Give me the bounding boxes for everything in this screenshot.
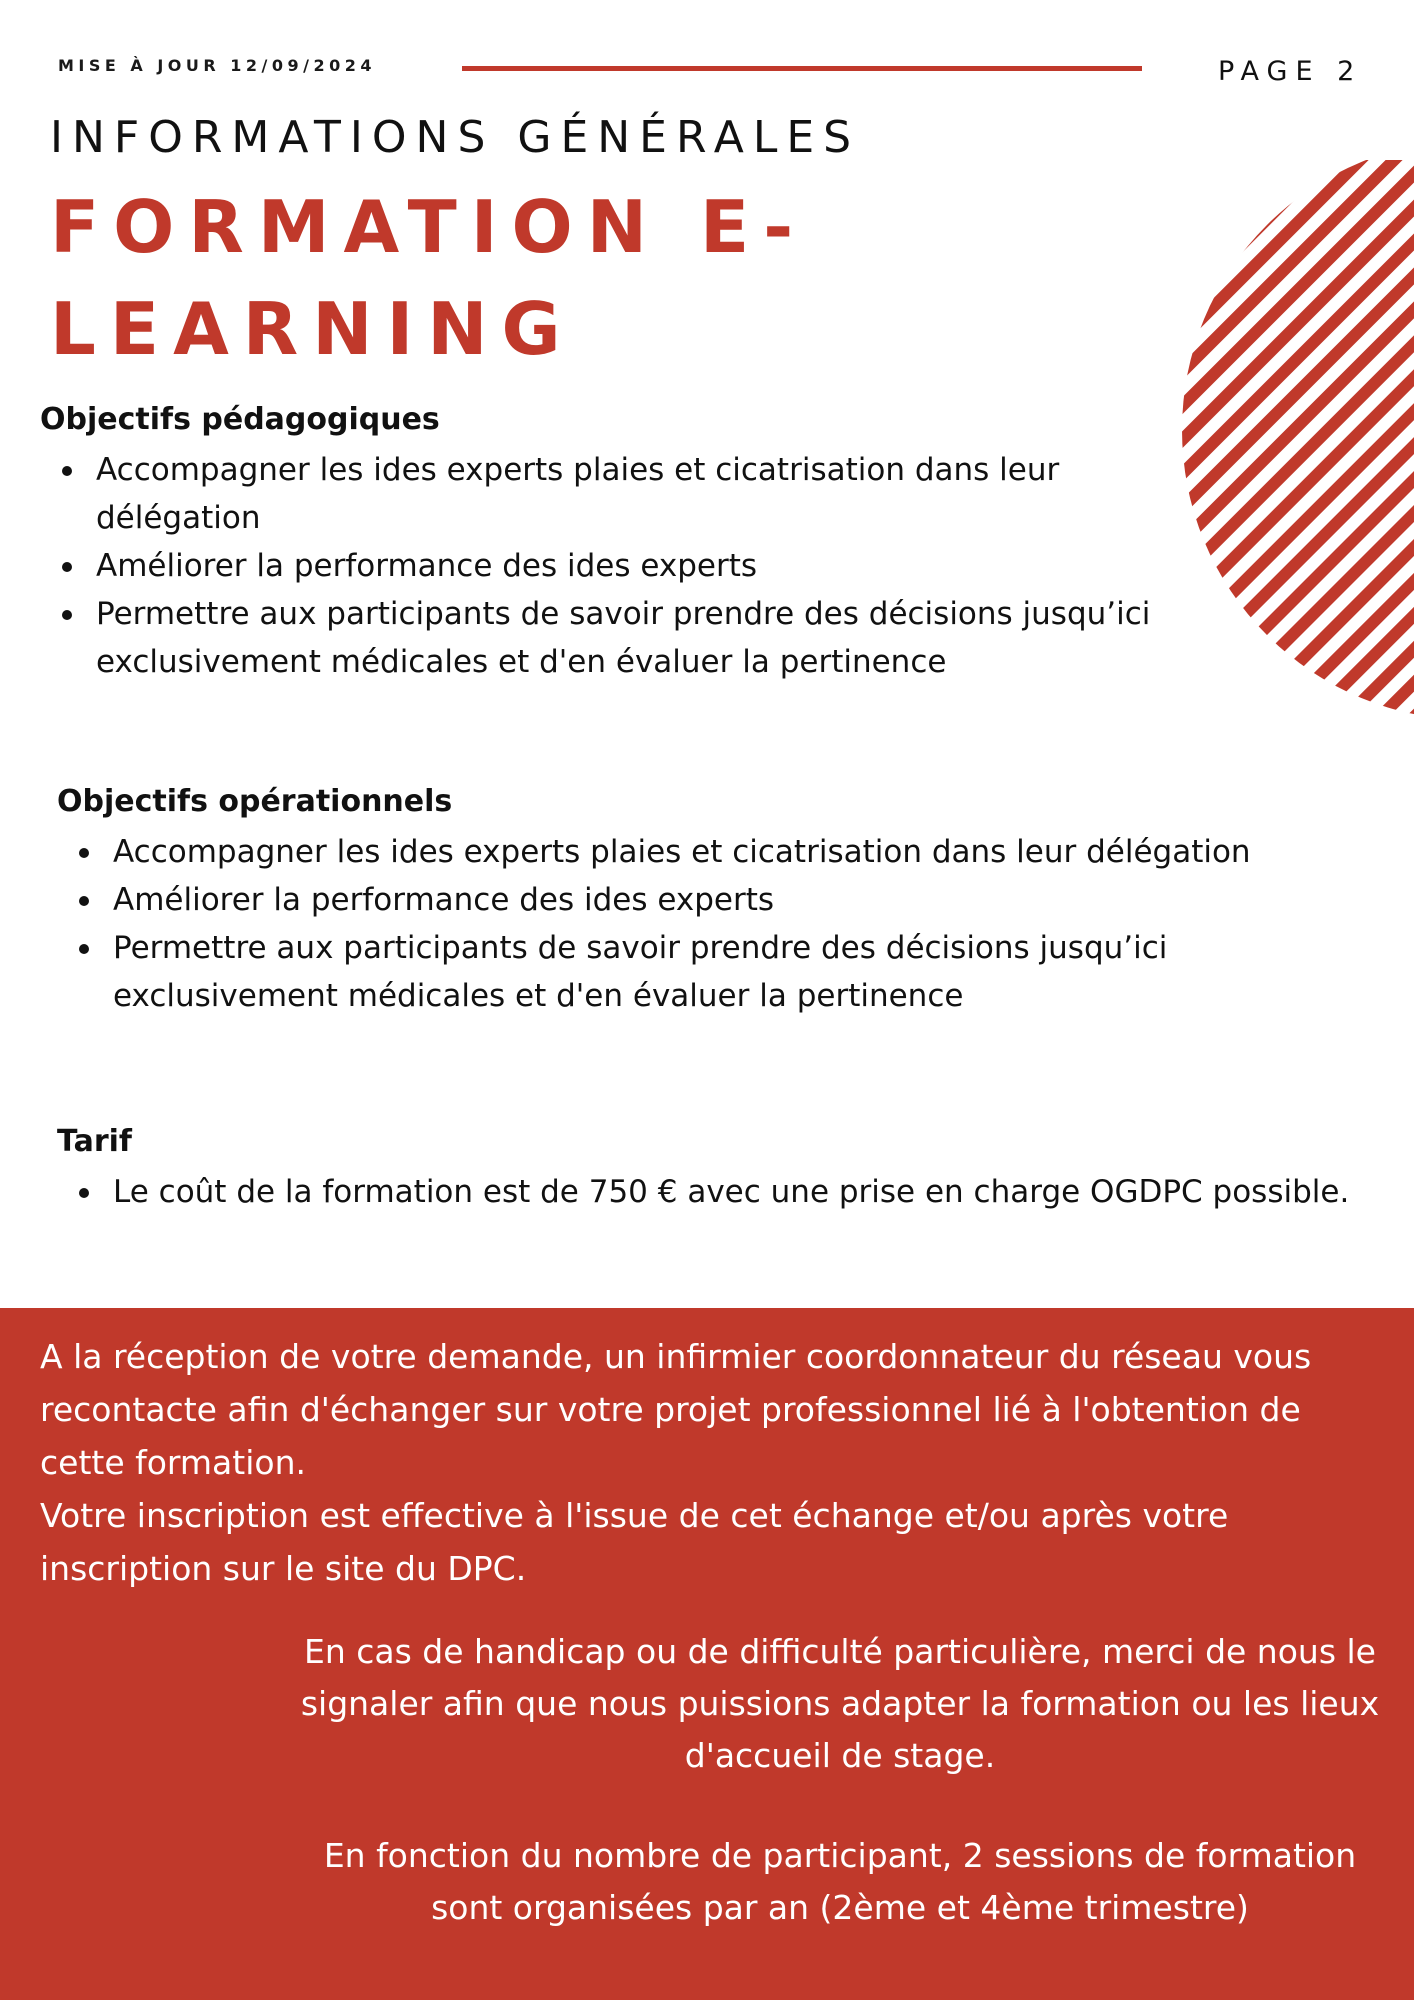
- info-inscription: Votre inscription est effective à l'issue de cet échange et/ou après votre inscription sur le site du DPC.: [40, 1496, 1229, 1588]
- info-handicap: En cas de handicap ou de difficulté particulière, merci de nous le signaler afin que nous puissions adapter la formation ou les lieux d'accueil de stage.: [300, 1632, 1380, 1775]
- list-objectifs-pedagogiques: [40, 446, 1190, 686]
- list-item: Améliorer la performance des ides experts: [57, 876, 1397, 924]
- list-item: Permettre aux participants de savoir prendre des décisions jusqu’ici exclusivement médicales et d'en évaluer la pertinence: [57, 924, 1397, 1020]
- striped-circle-decoration-top: [1182, 160, 1414, 720]
- list-tarif: [57, 1168, 1377, 1216]
- section-title-objectifs-pedagogiques: Objectifs pédagogiques: [40, 402, 440, 437]
- info-block: [0, 1308, 1414, 2000]
- list-objectifs-operationnels: [57, 828, 1397, 1020]
- page-subtitle: INFORMATIONS GÉNÉRALES: [50, 112, 861, 163]
- page-title-line2: LEARNING: [50, 287, 575, 371]
- info-reception: A la réception de votre demande, un infirmier coordonnateur du réseau vous recontacte afin d'échanger sur votre projet professionnel lié à l'obtention de cette formation.: [40, 1337, 1312, 1482]
- list-item: Améliorer la performance des ides experts: [40, 542, 1190, 590]
- page-title-line1: FORMATION E-: [50, 185, 808, 269]
- list-item: Accompagner les ides experts plaies et cicatrisation dans leur délégation: [57, 828, 1397, 876]
- list-item: Le coût de la formation est de 750 € avec une prise en charge OGDPC possible.: [57, 1168, 1377, 1216]
- update-date: MISE À JOUR 12/09/2024: [58, 56, 377, 75]
- list-item: Permettre aux participants de savoir prendre des décisions jusqu’ici exclusivement médicales et d'en évaluer la pertinence: [40, 590, 1190, 686]
- header-divider: [462, 66, 1142, 71]
- list-item: Accompagner les ides experts plaies et cicatrisation dans leur délégation: [40, 446, 1190, 542]
- page-title: [50, 176, 950, 380]
- info-reception-paragraph: [40, 1330, 1370, 1595]
- info-sessions: En fonction du nombre de participant, 2 sessions de formation sont organisées par an (2ème et 4ème trimestre): [323, 1836, 1357, 1927]
- page-number: PAGE 2: [1218, 56, 1363, 87]
- section-title-objectifs-operationnels: Objectifs opérationnels: [57, 784, 453, 819]
- section-title-tarif: Tarif: [57, 1124, 132, 1159]
